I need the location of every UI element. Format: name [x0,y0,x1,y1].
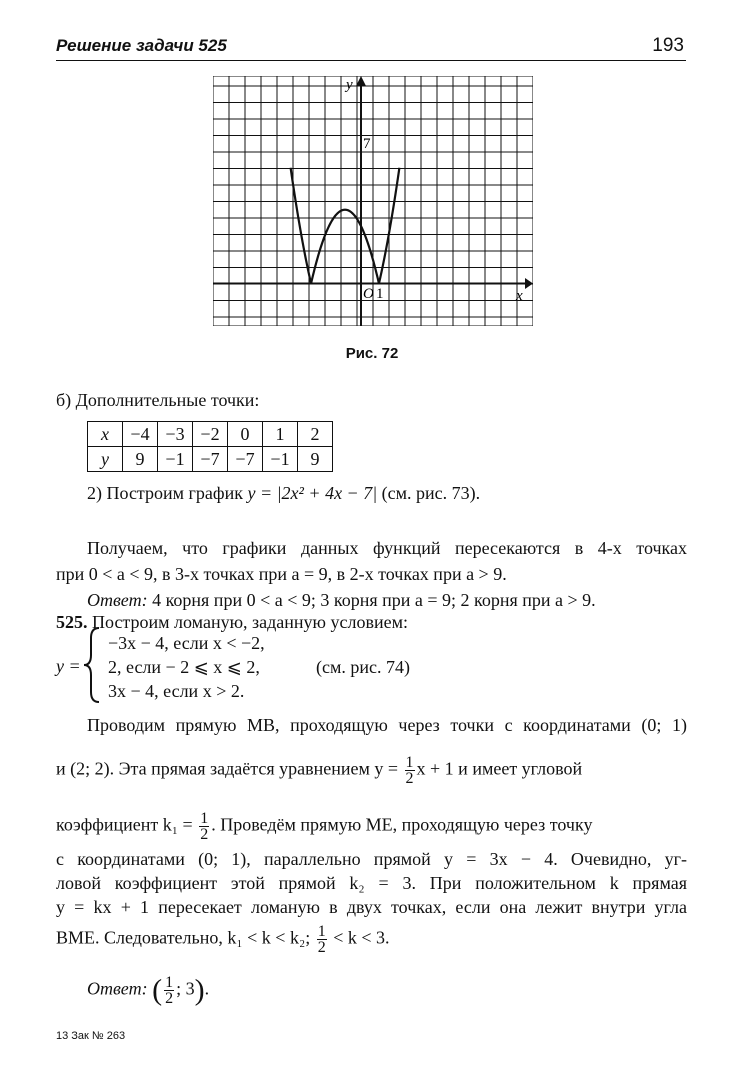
step2-formula: y = |2x² + 4x − 7| [247,483,378,503]
table-row-y [88,447,333,472]
table-cell: −7 [193,447,228,472]
body-line-7 [56,924,390,955]
task-number: 525. [56,612,88,632]
table-cell: −7 [228,447,263,472]
fraction-one-half [317,924,327,955]
open-paren: ( [152,973,163,1007]
answer-separator: ; 3 [176,978,195,999]
table-cell: 9 [298,447,333,472]
step2-reference: (см. рис. 73). [377,483,481,503]
table-cell: 2 [298,422,333,447]
table-cell: −2 [193,422,228,447]
section-b-intro: б) Дополнительные точки: [56,390,260,410]
x-axis-arrow-icon [525,278,533,289]
body-line-6: y = kx + 1 пересекает ломаную в двух точках, если она лежит внутри угла [56,897,687,917]
page-number: 193 [652,35,684,56]
body-line-4: с координатами (0; 1), параллельно прямой y = 3x − 4. Очевидно, уг- [56,849,687,869]
function-graph [213,76,533,326]
table-cell: 9 [123,447,158,472]
x-tick-label: 1 [376,286,384,302]
running-header-title: Решение задачи 525 [56,36,227,55]
close-paren: ) [194,973,205,1007]
text-span: . Проведём прямую ME, проходящую через точку [211,814,593,835]
piecewise-case-2: 2, если − 2 ⩽ x ⩽ 2, [108,657,260,677]
table-cell: −3 [158,422,193,447]
body-line-1: Проводим прямую MB, проходящую через точки с координатами (0; 1) [87,715,687,735]
points-table [87,421,333,472]
origin-label: O [363,286,374,302]
fraction-numerator: 1 [405,754,414,771]
fraction-denominator: 2 [165,990,174,1007]
table-cell: −1 [263,447,298,472]
body-line-5: ловой коэффициент этой прямой k₂ = 3. При положительном k прямая [56,873,687,893]
body-line-3 [56,811,592,842]
conclusion-line-1: Получаем, что графики данных функций пересекаются в 4-х точках [87,538,687,558]
answer-label: Ответ: [87,590,148,610]
header-rule [56,60,686,61]
x-axis-label: x [516,288,523,304]
answer-label: Ответ: [87,978,148,999]
table-cell: 1 [263,422,298,447]
answer-2 [87,975,209,1006]
table-cell: 0 [228,422,263,447]
piecewise-lhs: y = [56,656,81,676]
piecewise-case-1: −3x − 4, если x < −2, [108,633,265,653]
conclusion-line-2: при 0 < a < 9, в 3-х точках при a = 9, в 2-х точках при a > 9. [56,564,507,584]
task-statement: Построим ломаную, заданную условием: [87,612,408,632]
fraction-denominator: 2 [317,939,326,956]
fraction-numerator: 1 [317,923,326,940]
table-header-y: y [88,447,123,472]
piecewise-reference: (см. рис. 74) [316,657,410,677]
figure-caption: Рис. 72 [345,345,399,362]
table-cell: −4 [123,422,158,447]
step2-text: 2) Построим график [87,483,248,503]
step2-line [87,480,480,506]
fraction-one-half [199,811,209,842]
fraction-one-half [405,755,415,786]
table-row-x [88,422,333,447]
text-span: < k < 3. [328,927,390,948]
fraction-numerator: 1 [165,974,174,991]
piecewise-case-3: 3x − 4, если x > 2. [108,681,245,701]
fraction-numerator: 1 [200,810,209,827]
text-span: и (2; 2). Эта прямая задаётся уравнением y = [56,758,403,779]
body-line-2 [56,755,582,786]
fraction-denominator: 2 [405,770,414,787]
answer-end: . [204,978,210,999]
y-tick-label: 7 [363,136,371,152]
text-span: BME. Следовательно, k₁ < k < k₂; [56,927,315,948]
curve-middle-arch [311,210,379,284]
fraction-one-half [164,975,174,1006]
text-span: x + 1 и имеет угловой [416,758,583,779]
answer-text: 4 корня при 0 < a < 9; 3 корня при a = 9; 2 корня при a > 9. [147,590,596,610]
table-header-x: x [88,422,123,447]
y-axis-label: y [346,77,353,93]
table-cell: −1 [158,447,193,472]
left-brace-icon [82,626,102,704]
text-span: коэффициент k₁ = [56,814,198,835]
footer-print-mark: 13 Зак № 263 [56,1030,126,1042]
fraction-denominator: 2 [200,826,209,843]
